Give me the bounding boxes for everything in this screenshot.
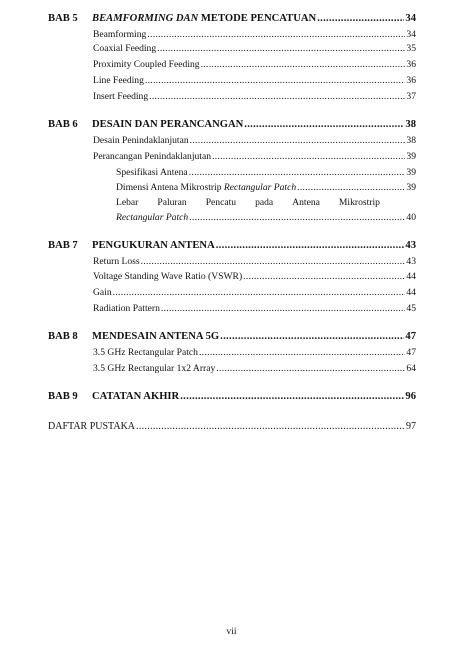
toc-entry[interactable] xyxy=(93,29,416,40)
chapter-number: BAB 5 xyxy=(48,13,78,24)
entry-label: 3.5 GHz Rectangular Patch xyxy=(93,347,198,358)
word: Antena xyxy=(292,197,320,208)
entry-label: Gain xyxy=(93,287,112,298)
chapter-title: CATATAN AKHIR xyxy=(92,391,180,402)
chapter-page: 47 xyxy=(405,331,416,342)
word: pada xyxy=(255,197,274,208)
toc-entry[interactable] xyxy=(93,347,416,358)
entry-page: 35 xyxy=(406,43,416,54)
toc-subentry-wrapped-line1[interactable] xyxy=(116,197,380,208)
entry-page: 44 xyxy=(406,287,416,298)
toc-entry[interactable] xyxy=(93,75,416,86)
word: Lebar xyxy=(116,197,139,208)
entry-page: 34 xyxy=(406,29,416,40)
toc-chapter-7[interactable] xyxy=(48,240,416,251)
chapter-title: DESAIN DAN PERANCANGAN xyxy=(92,119,244,130)
entry-page: 43 xyxy=(406,256,416,267)
page-number: vii xyxy=(226,626,237,637)
leader-dots xyxy=(189,212,405,223)
chapter-page: 43 xyxy=(405,240,416,251)
leader-dots xyxy=(189,167,406,178)
leader-dots xyxy=(244,119,404,130)
entry-page: 36 xyxy=(406,59,416,70)
entry-label: Rectangular Patch xyxy=(116,212,189,223)
leader-dots xyxy=(113,287,406,298)
entry-page: 97 xyxy=(406,421,416,432)
word: Paluran xyxy=(157,197,187,208)
leader-dots xyxy=(317,13,404,24)
chapter-page: 38 xyxy=(405,119,416,130)
chapter-number: BAB 6 xyxy=(48,119,78,130)
toc-entry[interactable] xyxy=(93,135,416,146)
toc-subentry[interactable] xyxy=(116,167,416,178)
entry-page: 36 xyxy=(406,75,416,86)
leader-dots xyxy=(199,347,405,358)
chapter-number: BAB 7 xyxy=(48,240,78,251)
toc-entry[interactable] xyxy=(93,151,416,162)
entry-label: Coaxial Feeding xyxy=(93,43,157,54)
entry-label: Spesifikasi Antena xyxy=(116,167,188,178)
entry-label: Dimensi Antena Mikrostrip Rectangular Patch xyxy=(116,182,297,193)
entry-label: 3.5 GHz Rectangular 1x2 Array xyxy=(93,363,216,374)
toc-daftar-pustaka[interactable] xyxy=(48,421,416,432)
leader-dots xyxy=(297,182,405,193)
leader-dots xyxy=(220,331,404,342)
entry-page: 44 xyxy=(406,271,416,282)
chapter-page: 34 xyxy=(405,13,416,24)
leader-dots xyxy=(136,421,405,432)
toc-entry[interactable] xyxy=(93,303,416,314)
entry-page: 64 xyxy=(406,363,416,374)
leader-dots xyxy=(141,256,406,267)
chapter-title: BEAMFORMING DAN METODE PENCATUAN xyxy=(92,13,317,24)
entry-label: Desain Penindaklanjutan xyxy=(93,135,189,146)
entry-label: DAFTAR PUSTAKA xyxy=(48,421,136,432)
leader-dots xyxy=(145,75,406,86)
entry-label: Perancangan Penindaklanjutan xyxy=(93,151,212,162)
leader-dots xyxy=(180,391,404,402)
leader-dots xyxy=(190,135,406,146)
leader-dots xyxy=(147,29,405,40)
entry-page: 45 xyxy=(406,303,416,314)
entry-page: 47 xyxy=(406,347,416,358)
toc-chapter-6[interactable] xyxy=(48,119,416,130)
toc-entry[interactable] xyxy=(93,91,416,102)
chapter-page: 96 xyxy=(405,391,416,402)
leader-dots xyxy=(243,271,405,282)
entry-label: Voltage Standing Wave Ratio (VSWR) xyxy=(93,271,243,282)
entry-page: 39 xyxy=(406,167,416,178)
leader-dots xyxy=(157,43,405,54)
toc-chapter-8[interactable] xyxy=(48,331,416,342)
toc-subentry-wrapped-line2[interactable] xyxy=(116,212,416,223)
entry-page: 38 xyxy=(406,135,416,146)
entry-page: 39 xyxy=(406,151,416,162)
entry-label: Return Loss xyxy=(93,256,140,267)
entry-label: Proximity Coupled Feeding xyxy=(93,59,200,70)
entry-label: Radiation Pattern xyxy=(93,303,160,314)
chapter-number: BAB 9 xyxy=(48,391,78,402)
toc-entry[interactable] xyxy=(93,59,416,70)
toc-chapter-5[interactable] xyxy=(48,13,416,24)
toc-entry[interactable] xyxy=(93,287,416,298)
toc-entry[interactable] xyxy=(93,256,416,267)
leader-dots xyxy=(216,363,405,374)
chapter-number: BAB 8 xyxy=(48,331,78,342)
word: Mikrostrip xyxy=(338,197,380,208)
chapter-title: MENDESAIN ANTENA 5G xyxy=(92,331,220,342)
toc-subentry[interactable] xyxy=(116,182,416,193)
entry-page: 40 xyxy=(406,212,416,223)
entry-label: Insert Feeding xyxy=(93,91,149,102)
leader-dots xyxy=(216,240,405,251)
entry-page: 39 xyxy=(406,182,416,193)
toc-chapter-9[interactable] xyxy=(48,391,416,402)
toc-entry[interactable] xyxy=(93,271,416,282)
leader-dots xyxy=(149,91,405,102)
leader-dots xyxy=(212,151,405,162)
entry-label: Line Feeding xyxy=(93,75,144,86)
toc-entry[interactable] xyxy=(93,43,416,54)
entry-label: Beamforming xyxy=(93,29,147,40)
toc-entry[interactable] xyxy=(93,363,416,374)
leader-dots xyxy=(201,59,406,70)
word: Pencatu xyxy=(205,197,237,208)
leader-dots xyxy=(161,303,406,314)
chapter-title: PENGUKURAN ANTENA xyxy=(92,240,215,251)
entry-page: 37 xyxy=(406,91,416,102)
